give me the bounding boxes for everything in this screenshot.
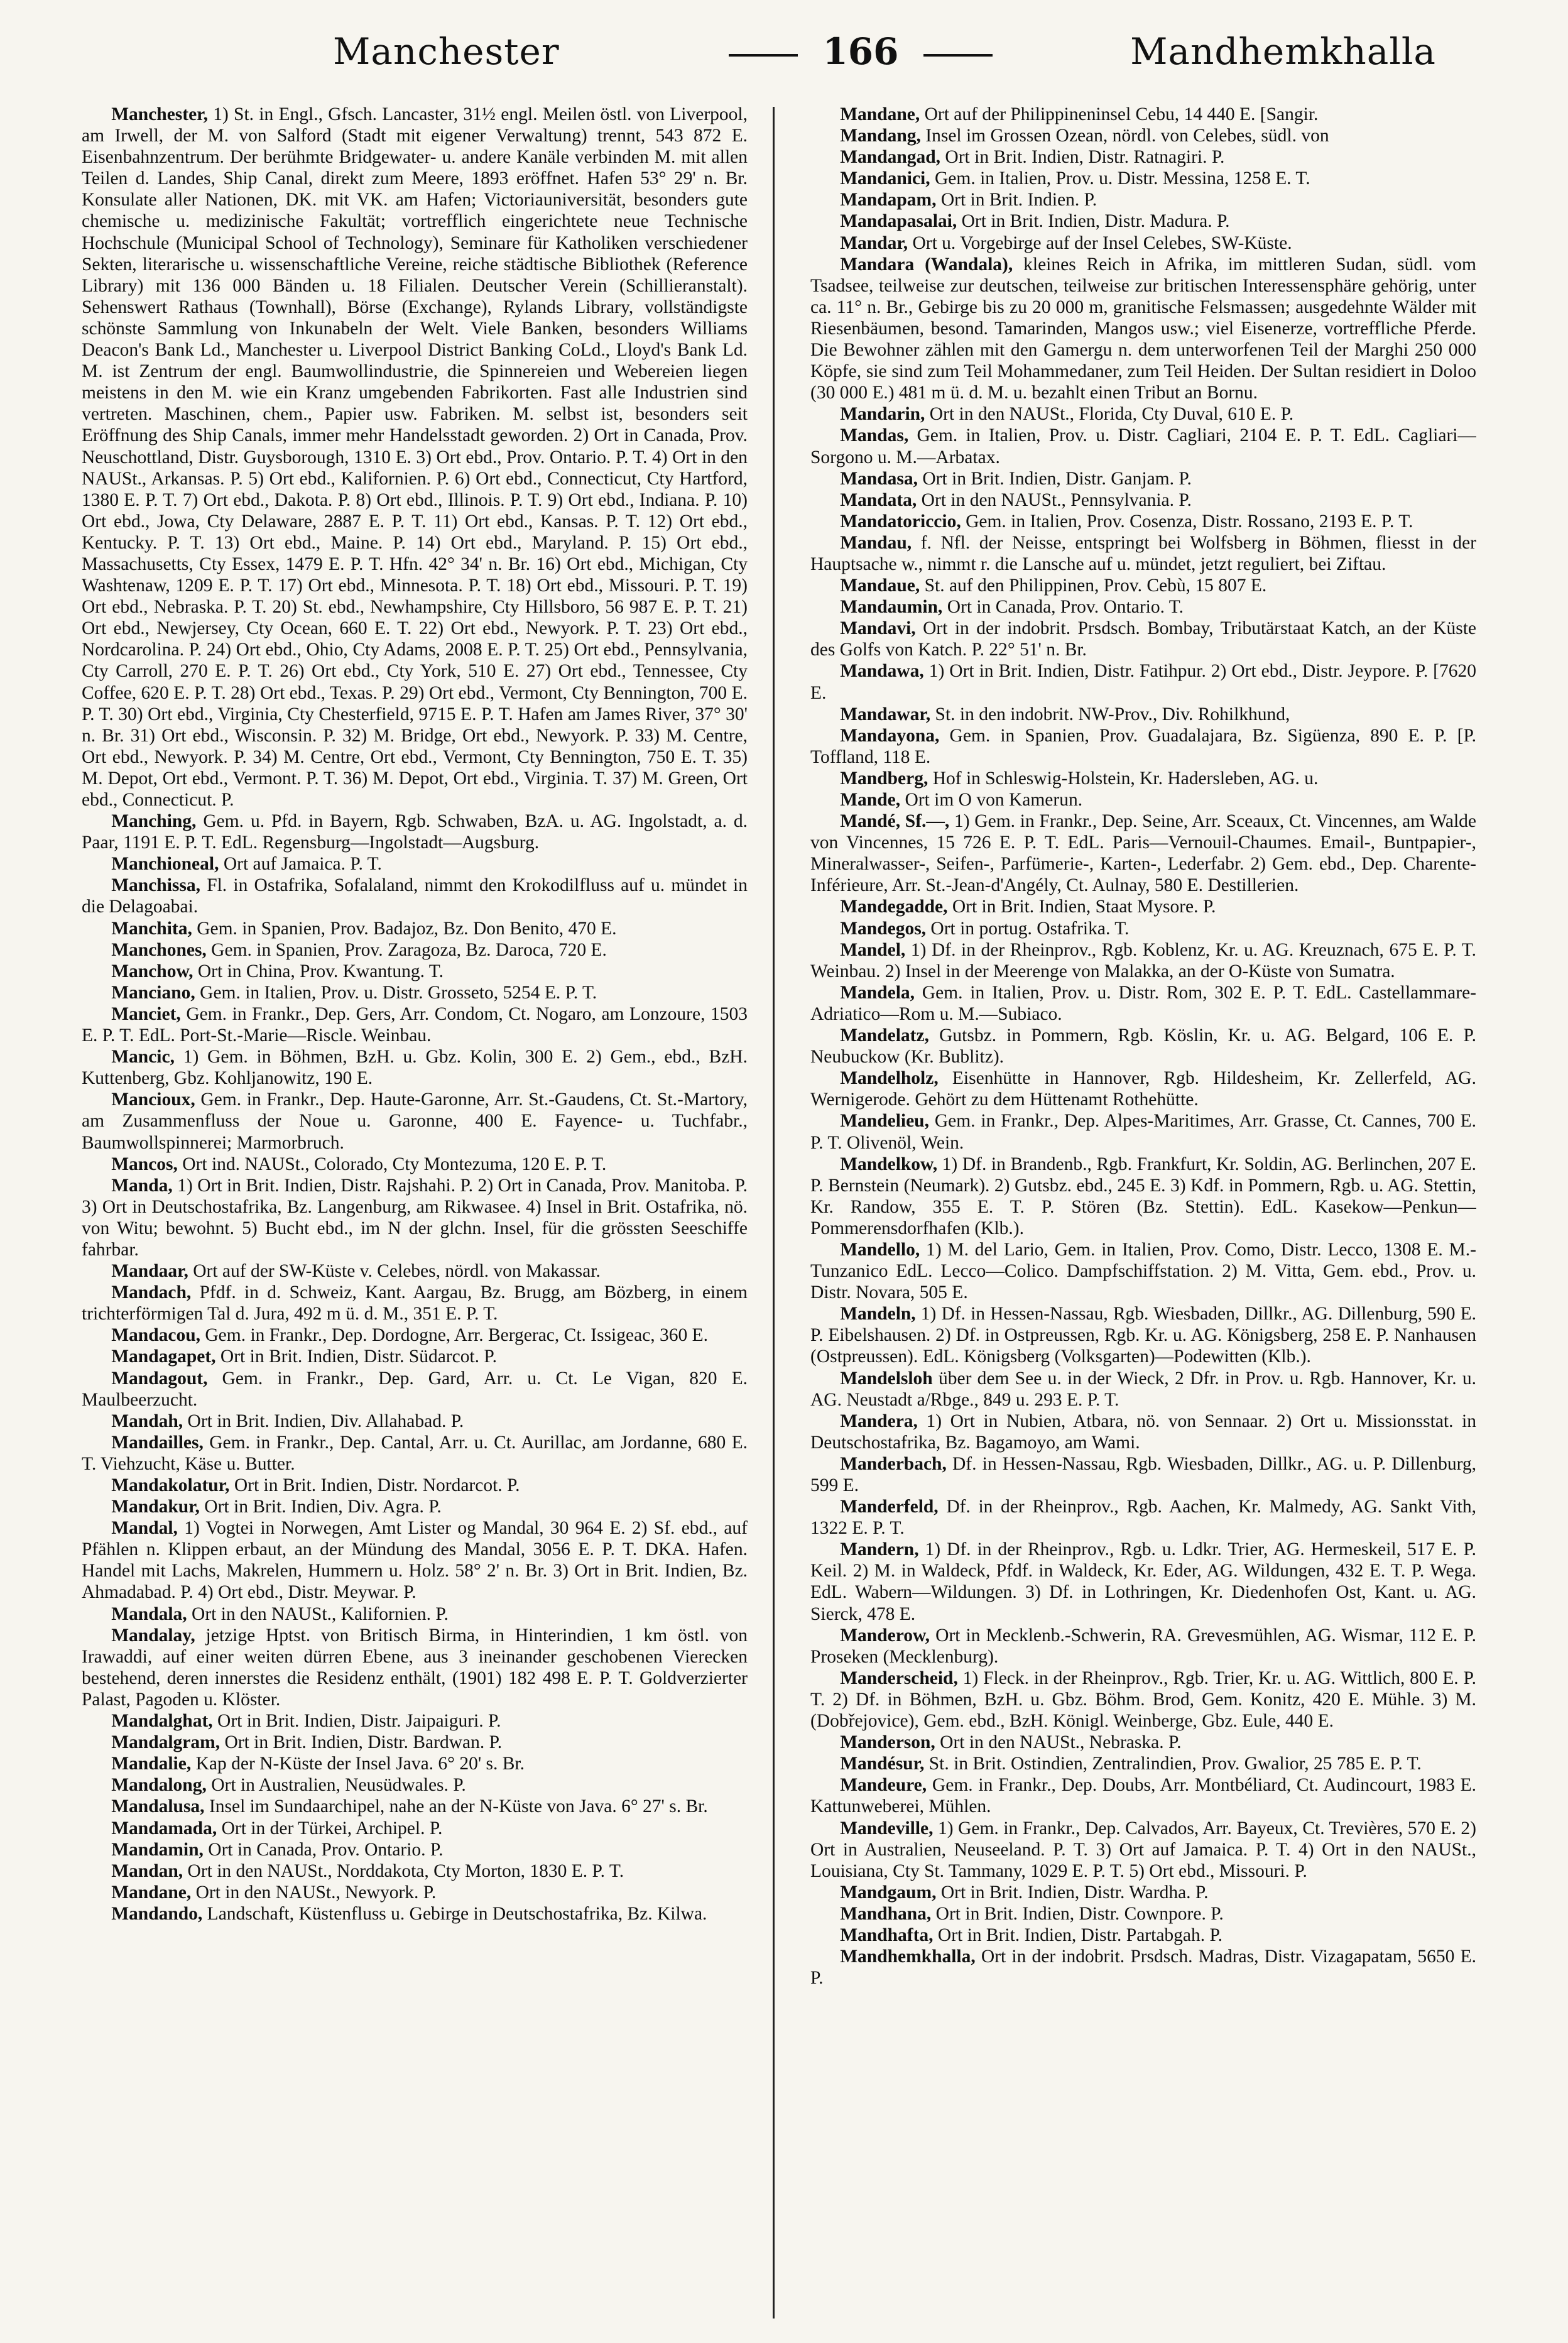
dictionary-entry — [810, 660, 1476, 703]
right-column — [810, 104, 1476, 2315]
entry-headword: Mandberg, — [840, 768, 928, 789]
dictionary-entry — [82, 1346, 748, 1367]
entry-headword: Mandalong, — [111, 1775, 207, 1796]
entry-headword: Mandaue, — [840, 576, 920, 596]
entry-text: Kap der N-Küste der Insel Java. 6° 20' s. Br. — [191, 1754, 525, 1774]
dictionary-entry — [810, 596, 1476, 618]
entry-headword: Mandarin, — [840, 404, 925, 425]
entry-headword: Mandalusa, — [111, 1796, 205, 1817]
entry-headword: Mandeure, — [840, 1775, 927, 1796]
entry-headword: Mandalgram, — [111, 1732, 220, 1753]
entry-headword: Mandas, — [840, 425, 909, 446]
entry-text: Ort auf Jamaica. P. T. — [219, 854, 382, 875]
entry-headword: Manchita, — [111, 918, 192, 939]
entry-headword: Manderbach, — [840, 1453, 947, 1474]
entry-text: Ort in den NAUSt., Pennsylvania. P. — [917, 489, 1192, 510]
entry-headword: Mandel, — [840, 939, 906, 960]
entry-text: über dem See u. in der Wieck, 2 Dfr. in Prov. u. Rgb. Hannover, Kr. u. AG. Neustadt a/Rbge., 849 u. 293 E. P. T. — [810, 1368, 1476, 1410]
entry-text: Ort in China, Prov. Kwantung. T. — [193, 961, 444, 981]
entry-headword: Manchester, — [111, 104, 208, 124]
dictionary-entry — [82, 1496, 748, 1517]
entry-text: 1) Df. in der Rheinprov., Rgb. Koblenz, Kr. u. AG. Kreuznach, 675 E. P. T. Weinbau. 2) Insel in der Meerenge von Malakka, an der O-Küste von Sumatra. — [810, 939, 1476, 981]
entry-text: Ort in Brit. Indien, Distr. Jaipaiguri. P. — [212, 1711, 501, 1732]
entry-text: Gem. in Frankr., Dep. Gers, Arr. Condom, Ct. Nogaro, am Lonzoure, 1503 E. P. T. EdL. Port-St.-Marie—Riscle. Weinbau. — [82, 1003, 748, 1046]
dictionary-entry — [810, 1882, 1476, 1903]
entry-text: Ort in den NAUSt., Norddakota, Cty Morton, 1830 E. P. T. — [183, 1860, 624, 1881]
dictionary-entry — [82, 961, 748, 982]
dictionary-entry — [810, 1946, 1476, 1989]
dictionary-entry — [810, 232, 1476, 254]
entry-headword: Mandhafta, — [840, 1925, 934, 1945]
dictionary-entry — [810, 468, 1476, 489]
entry-headword: Mandalghat, — [111, 1711, 213, 1732]
entry-headword: Mandern, — [840, 1539, 919, 1560]
dictionary-entry — [810, 1925, 1476, 1946]
dictionary-entry — [82, 1046, 748, 1089]
entry-headword: Manchones, — [111, 939, 207, 960]
entry-headword: Mandegadde, — [840, 897, 948, 917]
entry-text: 1) Df. in Brandenb., Rgb. Frankfurt, Kr. Soldin, AG. Berlinchen, 207 E. P. Bernstein (Neumark). 2) Gutsbz. ebd., 245 E. 3) Kdf. in Pommern, Rgb. u. AG. Stettin, Kr. Randow, 355 E. T. P. Stören (Bz. Stettin). EdL. Kasekow—Penkun—Pommerensdorfhafen (Klb.). — [810, 1154, 1476, 1238]
dictionary-entry — [810, 210, 1476, 232]
entry-headword: Mandang, — [840, 126, 921, 146]
dictionary-entry — [810, 1496, 1476, 1539]
entry-headword: Mandapam, — [840, 190, 937, 210]
dictionary-entry — [810, 939, 1476, 982]
dictionary-entry — [82, 1796, 748, 1817]
entry-headword: Mandhana, — [840, 1903, 932, 1924]
dictionary-entry — [810, 811, 1476, 896]
entry-text: 1) Gem. in Böhmen, BzH. u. Gbz. Kolin, 300 E. 2) Gem., ebd., BzH. Kuttenberg, Gbz. Kohljanowitz, 190 E. — [82, 1047, 748, 1089]
entry-headword: Manciet, — [111, 1003, 181, 1024]
dictionary-entry — [810, 1068, 1476, 1110]
entry-text: Gem. in Spanien, Prov. Zaragoza, Bz. Daroca, 720 E. — [206, 939, 607, 960]
entry-headword: Mandach, — [111, 1282, 192, 1303]
entry-text: 1) Ort in Brit. Indien, Distr. Rajshahi. P. 2) Ort in Canada, Prov. Manitoba. P. 3) Ort in Deutschostafrika, Bz. Langenburg, am Rikwasee. 4) Insel in Brit. Ostafrika, nö. von Witu; bewohnt. 5) Bucht ebd., im N der glchn. Insel, für die grössten Seeschiffe fahrbar. — [82, 1175, 748, 1260]
dictionary-entry — [810, 789, 1476, 811]
entry-text: Ort in Brit. Indien, Distr. Cownpore. P. — [931, 1903, 1224, 1924]
dictionary-entry — [82, 1603, 748, 1625]
entry-text: Gem. in Italien, Prov. u. Distr. Cagliari, 2104 E. P. T. EdL. Cagliari—Sorgono u. M.—Arbatax. — [810, 425, 1476, 467]
dictionary-entry — [82, 1475, 748, 1496]
dictionary-entry — [810, 189, 1476, 210]
entry-headword: Mandah, — [111, 1411, 183, 1431]
entry-headword: Mandando, — [111, 1903, 203, 1924]
dictionary-entry — [810, 146, 1476, 168]
entry-text: Gem. in Spanien, Prov. Badajoz, Bz. Don Benito, 470 E. — [192, 918, 617, 939]
dictionary-entry — [810, 768, 1476, 789]
entry-headword: Mandalay, — [111, 1625, 195, 1646]
entry-text: Ort auf der Philippineninsel Cebu, 14 440 E. [Sangir. — [920, 104, 1319, 124]
entry-headword: Mandapasalai, — [840, 211, 957, 232]
dictionary-entry — [82, 1860, 748, 1882]
entry-headword: Manderfeld, — [840, 1497, 939, 1517]
entry-headword: Mancos, — [111, 1154, 178, 1174]
entry-text: 1) Vogtei in Norwegen, Amt Lister og Mandal, 30 964 E. 2) Sf. ebd., auf Pfählen n. Klippen erbaut, an der Mündung des Mandal, 3056 E. P. T. DKA. Hafen. Handel mit Lachs, Makrelen, Hummern u. Holz. 58° 2' n. Br. 3) Ort in Brit. Indien, Bz. Ahmadabad. P. 4) Ort ebd., Distr. Meywar. P. — [82, 1518, 748, 1603]
dictionary-entry — [82, 982, 748, 1003]
entry-headword: Mandau, — [840, 532, 912, 553]
entry-text: 1) St. in Engl., Gfsch. Lancaster, 31½ engl. Meilen östl. von Liverpool, am Irwell, der M. von Salford (Stadt mit eigener Verwaltung) trennt, 543 872 E. Eisenbahnzentrum. Der berühmte Bridgewater- u. andere Kanäle verbinden M. mit allen Teilen d. Landes, Ship Canal, direkt zum Meere, 1893 eröffnet. Hafen 53° 29' n. Br. Konsulate aller Nationen, DK. mit VK. am Hafen; Victoriauniversität, besonders gute chemische u. medizinische Fakultät; vortrefflich eingerichtete neue Technische Hochschule (Municipal School of Technology), Seminare für Katholiken verschiedener Sekten, literarische u. wissenschaftliche Vereine, reiche städtische Bibliothek (Reference Library) mit 136 000 Bänden u. 18 Filialen. Deutscher Verein (Schillieranstalt). Sehenswert Rathaus (Townhall), Börse (Exchange), Rylands Library, vollständigste schönste Sammlung von Inkunabeln der Welt. Viele Banken, besonders Williams Deacon's Bank Ld., Manchester u. Liverpool District Banking CoLd., Lloyd's Bank Ld. M. ist Zentrum der engl. Baumwollindustrie, die Spinnereien und Webereien liegen meistens in den M. wie ein Kranz umgebenden Fabrikorten. Fast alle Industrien sind vertreten. Maschinen, chem., Papier usw. Fabriken. M. selbst ist, besonders seit Eröffnung des Ship Canals, immer mehr Handelsstadt geworden. 2) Ort in Canada, Prov. Neuschottland, Distr. Guysborough, 1310 E. 3) Ort ebd., Prov. Ontario. P. T. 4) Ort in den NAUSt., Arkansas. P. 5) Ort ebd., Kalifornien. P. 6) Ort ebd., Connecticut, Cty Hartford, 1380 E. P. T. 7) Ort ebd., Dakota. P. 8) Ort ebd., Illinois. P. T. 9) Ort ebd., Indiana. P. 10) Ort ebd., Jowa, Cty Delaware, 2887 E. P. T. 11) Ort ebd., Kansas. P. T. 12) Ort ebd., Kentucky. P. T. 13) Ort ebd., Maine. P. 14) Ort ebd., Maryland. P. 15) Ort ebd., Massachusetts, Cty Essex, 1479 E. P. T. Hfn. 42° 34' n. Br. 16) Ort ebd., Michigan, Cty Washtenaw, 1209 E. P. T. 17) Ort ebd., Minnesota. P. T. 18) Ort ebd., Missouri. P. T. 19) Ort ebd., Nebraska. P. T. 20) St. ebd., Newhampshire, Cty Hillsboro, 56 987 E. P. T. 21) Ort ebd., Newjersey, Cty Ocean, 660 E. T. 22) Ort ebd., Newyork. P. T. 23) Ort ebd., Nordcarolina. P. 24) Ort ebd., Ohio, Cty Adams, 2008 E. P. T. 25) Ort ebd., Pennsylvania, Cty Carroll, 270 E. P. T. 26) Ort ebd., Cty York, 510 E. 27) Ort ebd., Tennessee, Cty Coffee, 620 E. P. T. 28) Ort ebd., Texas. P. 29) Ort ebd., Vermont, Cty Bennington, 700 E. P. T. 30) Ort ebd., Virginia, Cty Chesterfield, 9715 E. P. T. Hafen am James River, 37° 30' n. Br. 31) Ort ebd., Wisconsin. P. 32) M. Bridge, Ort ebd., Newyork. P. 33) M. Centre, Ort ebd., Newyork. P. 34) M. Centre, Ort ebd., Vermont, Cty Bennington, 750 E. T. 35) M. Depot, Ort ebd., Vermont. P. T. 36) M. Depot, Ort ebd., Virginia. T. 37) M. Green, Ort ebd., Connecticut. P. — [82, 104, 748, 810]
dictionary-entry — [82, 1710, 748, 1732]
entry-text: kleines Reich in Afrika, im mittleren Sudan, südl. vom Tsadsee, teilweise zur deutschen, teilweise zur britischen Interessensphäre gehörig, unter ca. 11° n. Br., Gebirge bis zu 20 000 m, granitische Felsmassen; ausgedehnte Wälder mit Riesenbäumen, besond. Tamarinden, Mangos usw.; viel Eisenerze, vortreffliche Pferde. Die Bewohner zählen mit den Gamergu n. dem unterworfenen Teil der Marghi 250 000 Köpfe, sie sind zum Teil Mohammedaner, zum Teil Heiden. Der Sultan residiert in Doloo (30 000 E.) 481 m ü. d. M. u. bezahlt einen Tribut an Bornu. — [810, 254, 1476, 403]
entry-text: Gem. in Frankr., Dep. Gard, Arr. u. Ct. Le Vigan, 820 E. Maulbeerzucht. — [82, 1368, 748, 1410]
entry-text: Gem. in Frankr., Dep. Haute-Garonne, Arr. St.-Gaudens, Ct. St.-Martory, am Zusammenfluss der Noue u. Garonne, 400 E. Fayence- u. Tuchfabr., Baumwollspinnerei; Marmorbruch. — [82, 1090, 748, 1153]
entry-text: Ort in den NAUSt., Nebraska. P. — [935, 1732, 1182, 1753]
dictionary-entry — [810, 1668, 1476, 1732]
entry-headword: Mandésur, — [840, 1754, 925, 1774]
dictionary-entry — [82, 1432, 748, 1475]
entry-headword: Mandelsloh — [840, 1368, 933, 1389]
entry-headword: Mandamin, — [111, 1839, 204, 1860]
entry-text: Gem. in Frankr., Dep. Cantal, Arr. u. Ct. Aurillac, am Jordanne, 680 E. T. Viehzucht, Käse u. Butter. — [82, 1432, 748, 1474]
entry-text: Ort in Brit. Indien, Distr. Ratnagiri. P. — [940, 147, 1225, 168]
dictionary-entry — [82, 1154, 748, 1175]
entry-text: Ort in Brit. Indien, Distr. Wardha. P. — [936, 1882, 1209, 1903]
entry-text: St. in den indobrit. NW-Prov., Div. Rohilkhund, — [930, 704, 1290, 724]
entry-text: Gem. in Spanien, Prov. Guadalajara, Bz. Sigüenza, 890 E. P. [P. Toffland, 118 E. — [810, 725, 1476, 767]
entry-headword: Mandala, — [111, 1603, 187, 1624]
entry-text: Gem. in Frankr., Dep. Dordogne, Arr. Bergerac, Ct. Issigeac, 360 E. — [200, 1325, 709, 1346]
entry-text: Gem. in Frankr., Dep. Alpes-Maritimes, Arr. Grasse, Ct. Cannes, 700 E. P. T. Olivenöl, Wein. — [810, 1111, 1476, 1153]
entry-headword: Manciano, — [111, 982, 195, 1003]
entry-headword: Mandangad, — [840, 147, 941, 168]
dictionary-entry — [810, 1903, 1476, 1925]
dictionary-entry — [810, 403, 1476, 425]
entry-text: Df. in Hessen-Nassau, Rgb. Wiesbaden, Dillkr., AG. u. P. Dillenburg, 599 E. — [810, 1453, 1476, 1495]
dictionary-entry — [810, 896, 1476, 917]
entry-text: Ort in Brit. Indien, Div. Allahabad. P. — [183, 1411, 464, 1431]
dictionary-entry — [82, 1089, 748, 1153]
page-header — [82, 25, 1486, 94]
entry-headword: Mandalie, — [111, 1754, 192, 1774]
entry-text: Ort in Brit. Indien, Distr. Madura. P. — [957, 211, 1230, 232]
entry-text: 1) Df. in Hessen-Nassau, Rgb. Wiesbaden, Dillkr., AG. Dillenburg, 590 E. P. Eibelshausen. 2) Df. in Ostpreussen, Rgb. Kr. u. AG. Königsberg, 258 E. P. Nanhausen (Ostpreussen). EdL. Königsberg (Volksgarten)—Podewitten (Klb.). — [810, 1304, 1476, 1367]
dictionary-entry — [810, 982, 1476, 1025]
entry-headword: Mandgaum, — [840, 1882, 937, 1903]
entry-headword: Mandacou, — [111, 1325, 200, 1346]
entry-text: Gem. in Italien, Prov. u. Distr. Rom, 302 E. P. T. EdL. Castellammare-Adriatico—Rom u. M.—Subiaco. — [810, 982, 1476, 1024]
entry-text: Ort in Brit. Indien, Distr. Bardwan. P. — [220, 1732, 503, 1753]
entry-headword: Mandelieu, — [840, 1111, 929, 1132]
dictionary-entry — [810, 489, 1476, 511]
dictionary-entry — [810, 618, 1476, 660]
entry-text: Ort in der Türkei, Archipel. P. — [217, 1818, 443, 1838]
dictionary-entry — [82, 1324, 748, 1346]
entry-text: Ort in der indobrit. Prsdsch. Madras, Distr. Vizagapatam, 5650 E. P. — [810, 1947, 1476, 1989]
entry-headword: Mandela, — [840, 982, 915, 1003]
entry-text: St. in Brit. Ostindien, Zentralindien, Prov. Gwalior, 25 785 E. P. T. — [924, 1754, 1422, 1774]
dictionary-entry — [82, 1411, 748, 1432]
entry-text: Ort in Brit. Indien, Distr. Ganjam. P. — [917, 468, 1192, 489]
entry-headword: Mandaumin, — [840, 597, 943, 618]
entry-headword: Mandé, Sf.—, — [840, 811, 950, 832]
dictionary-entry — [82, 1903, 748, 1925]
entry-text: 1) Gem. in Frankr., Dep. Calvados, Arr. Bayeux, Ct. Trevières, 570 E. 2) Ort in Australien, Neuseeland. P. T. 3) Ort auf Jamaica. P. T. 4) Ort in den NAUSt., Louisiana, Cty St. Tammany, 1029 E. P. T. 5) Ort ebd., Missouri. P. — [810, 1818, 1476, 1881]
dictionary-entry — [82, 1368, 748, 1411]
entry-text: St. auf den Philippinen, Prov. Cebù, 15 807 E. — [920, 576, 1267, 596]
entry-text: 1) M. del Lario, Gem. in Italien, Prov. Como, Distr. Lecco, 1308 E. M.-Tunzanico EdL. Lecco—Colico. Dampfschiffstation. 2) M. Vitta, Gem. ebd., Prov. u. Distr. Novara, 505 E. — [810, 1239, 1476, 1303]
dictionary-entry — [82, 1818, 748, 1839]
dictionary-entry — [810, 1732, 1476, 1753]
dictionary-entry — [810, 254, 1476, 404]
dictionary-entry — [810, 168, 1476, 189]
header-first-entry: Manchester — [333, 30, 560, 73]
entry-headword: Mandello, — [840, 1239, 920, 1260]
entry-text: Ort in Brit. Indien. P. — [936, 190, 1097, 210]
entry-text: Gem. u. Pfd. in Bayern, Rgb. Schwaben, BzA. u. AG. Ingolstadt, a. d. Paar, 1191 E. P. T. EdL. Regensburg—Ingolstadt—Augsburg. — [82, 811, 748, 853]
entry-text: Ort in den NAUSt., Florida, Cty Duval, 610 E. P. — [925, 404, 1294, 425]
entry-text: Ort in portug. Ostafrika. T. — [926, 918, 1130, 939]
entry-text: 1) Fleck. in der Rheinprov., Rgb. Trier, Kr. u. AG. Wittlich, 800 E. P. T. 2) Df. in Böhmen, BzH. u. Gbz. Böhm. Brod, Gem. Konitz, 420 E. Mühle. 3) M. (Dobřejovice), Gem. ebd., BzH. Königl. Weinberge, Gbz. Eule, 440 E. — [810, 1668, 1476, 1732]
dictionary-entry — [810, 1110, 1476, 1153]
entry-text: Ort in Brit. Indien, Staat Mysore. P. — [947, 897, 1216, 917]
entry-headword: Mandelkow, — [840, 1154, 938, 1174]
dictionary-entry — [810, 1625, 1476, 1668]
entry-text: Ort in den NAUSt., Kalifornien. P. — [187, 1603, 449, 1624]
entry-headword: Mandal, — [111, 1518, 178, 1539]
entry-text: Ort u. Vorgebirge auf der Insel Celebes, SW-Küste. — [908, 232, 1292, 253]
entry-headword: Mandagapet, — [111, 1346, 216, 1367]
entry-headword: Manderscheid, — [840, 1668, 958, 1688]
entry-headword: Mandakur, — [111, 1497, 200, 1517]
dictionary-entry — [82, 1282, 748, 1324]
entry-headword: Mandamada, — [111, 1818, 217, 1838]
dictionary-entry — [810, 1154, 1476, 1239]
entry-text: 1) Ort in Brit. Indien, Distr. Fatihpur. 2) Ort ebd., Distr. Jeypore. P. [7620 E. — [810, 661, 1476, 703]
entry-text: Gem. in Italien, Prov. Cosenza, Distr. Rossano, 2193 E. P. T. — [961, 511, 1413, 532]
entry-headword: Manching, — [111, 811, 197, 832]
entry-headword: Mandelatz, — [840, 1025, 929, 1046]
entry-text: jetzige Hptst. von Britisch Birma, in Hinterindien, 1 km östl. von Irawaddi, auf einer weiten dürren Ebene, aus 3 ineinander geschobenen Vierecken bestehend, deren innerstes die Residenz enthält, (1901) 182 498 E. P. T. Goldverzierter Palast, Pagoden u. Klöster. — [82, 1625, 748, 1710]
dictionary-entry — [82, 811, 748, 853]
entry-headword: Manda, — [111, 1175, 173, 1196]
dictionary-entry — [82, 939, 748, 961]
entry-headword: Mandayona, — [840, 725, 940, 746]
entry-headword: Mandailles, — [111, 1432, 204, 1453]
dictionary-entry — [82, 1625, 748, 1710]
entry-headword: Mandawar, — [840, 704, 931, 724]
entry-text: Hof in Schleswig-Holstein, Kr. Hadersleben, AG. u. — [928, 768, 1319, 789]
dictionary-entry — [810, 1774, 1476, 1817]
dictionary-entry — [82, 1753, 748, 1774]
dictionary-entry — [82, 104, 748, 811]
entry-text: Fl. in Ostafrika, Sofalaland, nimmt den Krokodilfluss auf u. mündet in die Delagoabai. — [82, 875, 748, 917]
entry-headword: Mandhemkhalla, — [840, 1947, 976, 1967]
dictionary-entry — [82, 918, 748, 939]
entry-headword: Manchissa, — [111, 875, 200, 896]
entry-headword: Mandanici, — [840, 168, 930, 189]
left-column — [82, 104, 748, 2315]
dictionary-entry — [810, 425, 1476, 467]
entry-headword: Mandata, — [840, 489, 917, 510]
entry-text: Pfdf. in d. Schweiz, Kant. Aargau, Bz. Brugg, am Bözberg, in einem trichterförmigen Tal d. Jura, 492 m ü. d. M., 351 E. P. T. — [82, 1282, 748, 1324]
entry-text: f. Nfl. der Neisse, entspringt bei Wolfsberg in Böhmen, fliesst in der Hauptsache w., nimmt r. die Lansche auf u. mündet, jetzt reguliert, bei Ziftau. — [810, 532, 1476, 574]
dictionary-entry — [810, 918, 1476, 939]
dictionary-entry — [82, 1774, 748, 1796]
dictionary-entry — [810, 1025, 1476, 1068]
entry-headword: Manderson, — [840, 1732, 935, 1753]
dictionary-entry — [810, 1411, 1476, 1453]
dictionary-entry — [810, 704, 1476, 725]
entry-headword: Mandavi, — [840, 618, 916, 639]
entry-headword: Mandan, — [111, 1860, 183, 1881]
entry-headword: Mandatoriccio, — [840, 511, 961, 532]
entry-text: Ort in Brit. Indien, Div. Agra. P. — [199, 1497, 442, 1517]
entry-headword: Mandegos, — [840, 918, 927, 939]
entry-text: Ort in Australien, Neusüdwales. P. — [206, 1775, 466, 1796]
dictionary-entry — [810, 1368, 1476, 1411]
page-number: 166 — [710, 30, 1011, 73]
dictionary-entry — [810, 125, 1476, 146]
entry-text: Insel im Grossen Ozean, nördl. von Celebes, südl. von — [920, 126, 1329, 146]
entry-headword: Mandagout, — [111, 1368, 208, 1389]
entry-headword: Mandane, — [111, 1882, 192, 1903]
dictionary-entry — [82, 1175, 748, 1260]
entry-headword: Mandeville, — [840, 1818, 934, 1838]
entry-headword: Mande, — [840, 790, 901, 810]
entry-headword: Mandawa, — [840, 661, 924, 682]
entry-text: Landschaft, Küstenfluss u. Gebirge in Deutschostafrika, Bz. Kilwa. — [202, 1903, 707, 1924]
entry-headword: Mancioux, — [111, 1090, 195, 1110]
entry-text: Df. in der Rheinprov., Rgb. Aachen, Kr. Malmedy, AG. Sankt Vith, 1322 E. P. T. — [810, 1497, 1476, 1539]
entry-text: Ort auf der SW-Küste v. Celebes, nördl. von Makassar. — [188, 1261, 601, 1282]
entry-headword: Mandeln, — [840, 1304, 916, 1324]
entry-text: Ort in Brit. Indien, Distr. Nordarcot. P. — [229, 1475, 520, 1495]
entry-text: Ort in der indobrit. Prsdsch. Bombay, Tributärstaat Katch, an der Küste des Golfs von Katch. P. 22° 51' n. Br. — [810, 618, 1476, 660]
dictionary-entry — [810, 511, 1476, 532]
dictionary-entry — [82, 1003, 748, 1046]
entry-text: Ort in Brit. Indien, Distr. Südarcot. P. — [215, 1346, 497, 1367]
entry-headword: Mandera, — [840, 1411, 918, 1431]
dictionary-entry — [82, 853, 748, 875]
entry-text: 1) Ort in Nubien, Atbara, nö. von Sennaar. 2) Ort u. Missionsstat. in Deutschostafrika, Bz. Bagamoyo, am Wami. — [810, 1411, 1476, 1453]
entry-headword: Mandar, — [840, 232, 908, 253]
dictionary-entry — [82, 1839, 748, 1860]
dictionary-entry — [810, 104, 1476, 125]
entry-text: Eisenhütte in Hannover, Rgb. Hildesheim, Kr. Zellerfeld, AG. Wernigerode. Gehört zu dem Hüttenamt Rothehütte. — [810, 1068, 1476, 1110]
dictionary-entry — [810, 532, 1476, 575]
dictionary-entry — [82, 1732, 748, 1753]
entry-text: Insel im Sundaarchipel, nahe an der N-Küste von Java. 6° 27' s. Br. — [204, 1796, 708, 1817]
entry-headword: Mandelholz, — [840, 1068, 939, 1089]
dictionary-entry — [82, 1882, 748, 1903]
entry-headword: Mancic, — [111, 1047, 175, 1068]
dictionary-entry — [810, 575, 1476, 596]
entry-text: Ort in Canada, Prov. Ontario. T. — [942, 597, 1184, 618]
entry-text: Gem. in Italien, Prov. u. Distr. Messina, 1258 E. T. — [930, 168, 1310, 189]
entry-headword: Mandane, — [840, 104, 920, 124]
entry-headword: Mandaar, — [111, 1261, 188, 1282]
entry-headword: Manderow, — [840, 1625, 930, 1646]
entry-headword: Manchow, — [111, 961, 193, 981]
dictionary-entry — [82, 1517, 748, 1603]
dictionary-entry — [810, 1239, 1476, 1303]
entry-headword: Mandara (Wandala), — [840, 254, 1013, 275]
dictionary-entry — [810, 725, 1476, 768]
dictionary-entry — [810, 1539, 1476, 1624]
dictionary-entry — [810, 1753, 1476, 1774]
column-divider — [773, 107, 775, 2318]
header-last-entry: Mandhemkhalla — [1130, 30, 1436, 73]
dictionary-entry — [810, 1303, 1476, 1367]
entry-text: Ort in Canada, Prov. Ontario. P. — [203, 1839, 444, 1860]
entry-text: Ort im O von Kamerun. — [900, 790, 1083, 810]
entry-text: 1) Df. in der Rheinprov., Rgb. u. Ldkr. Trier, AG. Hermeskeil, 517 E. P. Keil. 2) M. in Waldeck, Pfdf. in Waldeck, Kr. Eder, AG. Wildungen, 432 E. T. P. Wega. EdL. Wabern—Wildungen. 3) Df. in Lothringen, Kr. Diedenhofen Ost, Kant. u. AG. Sierck, 478 E. — [810, 1539, 1476, 1624]
entry-headword: Manchioneal, — [111, 854, 219, 875]
dictionary-entry — [82, 1260, 748, 1282]
dictionary-entry — [810, 1453, 1476, 1496]
entry-text: Ort in Mecklenb.-Schwerin, RA. Grevesmühlen, AG. Wismar, 112 E. P. Proseken (Mecklenburg). — [810, 1625, 1476, 1667]
entry-headword: Mandasa, — [840, 468, 918, 489]
entry-text: 1) Gem. in Frankr., Dep. Seine, Arr. Sceaux, Ct. Vincennes, am Walde von Vincennes, 15 726 E. P. T. EdL. Paris—Vernouil-Chaumes. Email-, Buntpapier-, Mineralwasser-, Seifen-, Parfümerie-, Karten-, Lederfabr. 2) Gem. ebd., Dep. Charente-Inférieure, Arr. St.-Jean-d'Angély, Ct. Aulnay, 580 E. Destillerien. — [810, 811, 1476, 896]
entry-text: Ort in Brit. Indien, Distr. Partabgah. P. — [933, 1925, 1223, 1945]
dictionary-entry — [810, 1818, 1476, 1882]
entry-headword: Mandakolatur, — [111, 1475, 230, 1495]
entry-text: Ort in den NAUSt., Newyork. P. — [191, 1882, 437, 1903]
dictionary-entry — [82, 875, 748, 917]
entry-text: Ort ind. NAUSt., Colorado, Cty Montezuma, 120 E. P. T. — [177, 1154, 607, 1174]
entry-text: Gutsbz. in Pommern, Rgb. Köslin, Kr. u. AG. Belgard, 106 E. P. Neubuckow (Kr. Bublitz). — [810, 1025, 1476, 1068]
entry-text: Gem. in Frankr., Dep. Doubs, Arr. Montbéliard, Ct. Audincourt, 1983 E. Kattunweberei, Mühlen. — [810, 1775, 1476, 1817]
entry-text: Gem. in Italien, Prov. u. Distr. Grosseto, 5254 E. P. T. — [195, 982, 597, 1003]
